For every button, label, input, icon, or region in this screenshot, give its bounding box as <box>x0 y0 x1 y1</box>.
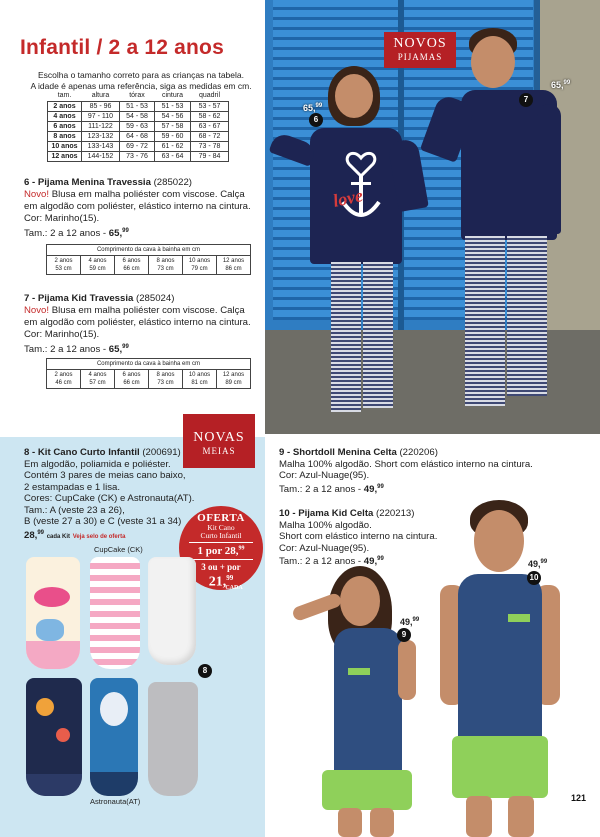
product-6-color: Cor: Marinho(15). <box>24 213 100 224</box>
size-th: tórax <box>129 92 145 100</box>
badge-novas-big: NOVAS <box>193 430 245 445</box>
size-note-line2: A idade é apenas uma referência, siga as medidas em cm. <box>30 81 252 91</box>
product-6-code: (285022) <box>153 177 192 188</box>
size-cell: 63 - 67 <box>191 121 229 131</box>
badge-novas-small: MEIAS <box>202 446 236 456</box>
size-cell: 2 anos <box>48 101 82 111</box>
length-cell: 6 anos 66 cm <box>115 256 149 275</box>
badge-novos-small: PIJAMAS <box>397 52 443 62</box>
product-7-color: Cor: Marinho(15). <box>24 329 100 340</box>
number-badge-10: 10 <box>527 571 541 585</box>
size-cell: 133-143 <box>82 141 120 151</box>
product-8-see-seal: Veja selo de oferta <box>72 533 126 540</box>
ground <box>265 330 600 434</box>
size-th: cintura <box>161 92 183 100</box>
price-tag-10: 49,99 <box>528 559 548 569</box>
product-7-title: 7 - Pijama Kid Travessia <box>24 293 134 304</box>
number-badge-9: 9 <box>397 628 411 642</box>
product-6-title: 6 - Pijama Menina Travessia <box>24 177 151 188</box>
sock-astronaut-1 <box>26 678 82 796</box>
product-9-price: 49,99 <box>363 483 384 495</box>
table-row <box>47 256 251 275</box>
sock-cupcake-1 <box>26 557 80 669</box>
sock-astronaut-2 <box>90 678 138 796</box>
size-note <box>18 70 264 92</box>
size-cell: 69 - 72 <box>120 141 155 151</box>
size-th: quadril <box>198 92 220 100</box>
length-cell: 8 anos 73 cm <box>149 256 183 275</box>
product-10-sizes: Tam.: 2 a 12 anos - <box>279 556 364 568</box>
novos-pijamas-badge <box>384 32 456 68</box>
product-8-title: 8 - Kit Cano Curto Infantil <box>24 447 140 458</box>
sock-cupcake-2 <box>90 557 140 669</box>
product-8-code: (200691) <box>142 447 181 458</box>
boy-pants-left <box>465 236 505 406</box>
girl-pants-left <box>331 262 361 412</box>
oferta-cada: CADA <box>225 584 243 591</box>
size-cell: 54 - 58 <box>120 111 155 121</box>
boy-pants-right <box>507 236 547 396</box>
size-cell: 51 - 53 <box>120 101 155 111</box>
page-number: 121 <box>571 793 587 803</box>
product-7-sizes: Tam.: 2 a 12 anos - <box>24 344 109 356</box>
product-7-novo: Novo! <box>24 305 50 316</box>
product-9 <box>279 447 579 495</box>
table-row <box>48 151 229 161</box>
product-10-line: Short com elástico interno na cintura. <box>279 531 438 542</box>
boy-celta-shorts <box>452 736 548 798</box>
price-tag-9: 49,99 <box>400 617 420 627</box>
product-6-novo: Novo! <box>24 189 50 200</box>
length-cell: 10 anos 79 cm <box>183 256 217 275</box>
product-6-desc2: em algodão com poliéster, elástico interno na cintura. <box>24 201 251 212</box>
product-9-line: Malha 100% algodão. Short com elástico interno na cintura. <box>279 458 533 470</box>
product-8-line: B (veste 27 a 30) e C (veste 31 a 34) <box>24 516 182 527</box>
length-cell: 12 anos 89 cm <box>217 370 251 389</box>
product-8-line: Tam.: A (veste 23 a 26), <box>24 504 125 516</box>
size-cell: 97 - 110 <box>82 111 120 121</box>
length-cell: 2 anos 53 cm <box>47 256 81 275</box>
size-th: altura <box>91 92 110 100</box>
product-8-line: Cores: CupCake (CK) e Astronauta(AT). <box>24 493 195 504</box>
product-6-length-table <box>46 244 251 275</box>
number-badge-7: 7 <box>519 93 533 107</box>
price-tag-7: 65,99 <box>551 80 571 90</box>
length-cell: 10 anos 81 cm <box>183 370 217 389</box>
size-cell: 8 anos <box>48 131 82 141</box>
size-cell: 68 - 72 <box>191 131 229 141</box>
table-row <box>48 121 229 131</box>
product-8-line: 2 estampadas e 1 lisa. <box>24 481 120 493</box>
oferta-sub1: Kit Cano <box>207 523 235 532</box>
oferta-one-for: 1 por 28,99 <box>197 545 245 557</box>
product-7 <box>24 293 264 356</box>
product-8-line: Em algodão, poliamida e poliéster. <box>24 458 171 470</box>
length-cell: 4 anos 57 cm <box>81 370 115 389</box>
number-badge-6: 6 <box>309 113 323 127</box>
girl-celta-shorts <box>322 770 412 810</box>
oferta-price: 21,99 <box>208 574 234 590</box>
product-10-line: Cor: Azul-Nuage(95). <box>279 542 370 554</box>
oferta-title: OFERTA <box>197 512 245 524</box>
size-cell: 58 - 62 <box>191 111 229 121</box>
size-cell: 144-152 <box>82 151 120 161</box>
size-cell: 10 anos <box>48 141 82 151</box>
size-cell: 59 - 63 <box>120 121 155 131</box>
sock-white <box>148 557 196 665</box>
length-cell: 2 anos 46 cm <box>47 370 81 389</box>
length-table-header: Comprimento da cava à bainha em cm <box>47 359 251 370</box>
product-9-code: (220206) <box>399 447 438 458</box>
size-cell: 73 - 78 <box>191 141 229 151</box>
price-tag-6: 65,99 <box>303 103 323 113</box>
badge-novos-big: NOVOS <box>393 36 447 51</box>
table-row <box>48 111 229 121</box>
girl-pants-right <box>363 262 393 408</box>
table-row <box>48 141 229 151</box>
product-9-title: 9 - Shortdoll Menina Celta <box>279 447 397 458</box>
product-7-price: 65,99 <box>108 344 129 356</box>
size-cell: 57 - 58 <box>155 121 191 131</box>
size-cell: 63 - 64 <box>155 151 191 161</box>
product-10-title: 10 - Pijama Kid Celta <box>279 508 374 519</box>
love-print: love <box>331 185 365 211</box>
size-cell: 4 anos <box>48 111 82 121</box>
product-7-desc2: em algodão com poliéster, elástico interno na cintura. <box>24 317 251 328</box>
length-table-header: Comprimento da cava à bainha em cm <box>47 245 251 256</box>
product-7-code: (285024) <box>136 293 175 304</box>
cupcake-label: CupCake (CK) <box>94 545 143 554</box>
product-9-sizes: Tam.: 2 a 12 anos - <box>279 483 364 495</box>
product-8-line: Contém 3 pares de meias cano baixo, <box>24 470 186 481</box>
product-6-sizes: Tam.: 2 a 12 anos - <box>24 228 109 240</box>
size-cell: 123-132 <box>82 131 120 141</box>
product-8-price: 28,99 <box>24 529 45 541</box>
size-cell: 111-122 <box>82 121 120 131</box>
boy-celta-tank <box>458 574 542 742</box>
oferta-sub2: Curto Infantil <box>200 531 242 540</box>
length-cell: 12 anos 86 cm <box>217 256 251 275</box>
length-cell: 4 anos 59 cm <box>81 256 115 275</box>
table-row <box>48 131 229 141</box>
size-cell: 79 - 84 <box>191 151 229 161</box>
product-6 <box>24 177 264 240</box>
oferta-three: 3 ou + por <box>201 562 241 572</box>
size-table-header <box>48 91 229 101</box>
size-cell: 12 anos <box>48 151 82 161</box>
girl-celta-tank <box>334 628 402 778</box>
size-note-line1: Escolha o tamanho correto para as crianças na tabela. <box>37 70 244 80</box>
table-row <box>48 101 229 111</box>
size-cell: 73 - 76 <box>120 151 155 161</box>
size-cell: 64 - 68 <box>120 131 155 141</box>
product-7-desc1: Blusa em malha poliéster com viscose. Calça <box>49 305 245 316</box>
size-cell: 51 - 53 <box>155 101 191 111</box>
size-cell: 53 - 57 <box>191 101 229 111</box>
size-table <box>47 91 229 162</box>
length-cell: 6 anos 66 cm <box>115 370 149 389</box>
size-cell: 85 - 96 <box>82 101 120 111</box>
product-10-code: (220213) <box>376 508 415 519</box>
number-badge-8: 8 <box>198 664 212 678</box>
product-10-price: 49,99 <box>363 556 384 568</box>
size-cell: 54 - 56 <box>155 111 191 121</box>
product-7-length-table <box>46 358 251 389</box>
product-9-line: Cor: Azul-Nuage(95). <box>279 470 370 481</box>
table-row <box>47 370 251 389</box>
astronaut-label: Astronauta(AT) <box>90 797 141 806</box>
page-title: Infantil / 2 a 12 anos <box>20 36 224 59</box>
product-6-desc1: Blusa em malha poliéster com viscose. Calça <box>49 189 245 200</box>
size-cell: 59 - 60 <box>155 131 191 141</box>
size-cell: 6 anos <box>48 121 82 131</box>
size-cell: 61 - 62 <box>155 141 191 151</box>
size-th: tam. <box>57 92 72 100</box>
length-cell: 8 anos 73 cm <box>149 370 183 389</box>
product-10-line: Malha 100% algodão. <box>279 519 372 531</box>
product-8-per-kit: cada Kit <box>46 533 71 540</box>
product-6-price: 65,99 <box>108 228 129 240</box>
sock-grey <box>148 682 198 796</box>
